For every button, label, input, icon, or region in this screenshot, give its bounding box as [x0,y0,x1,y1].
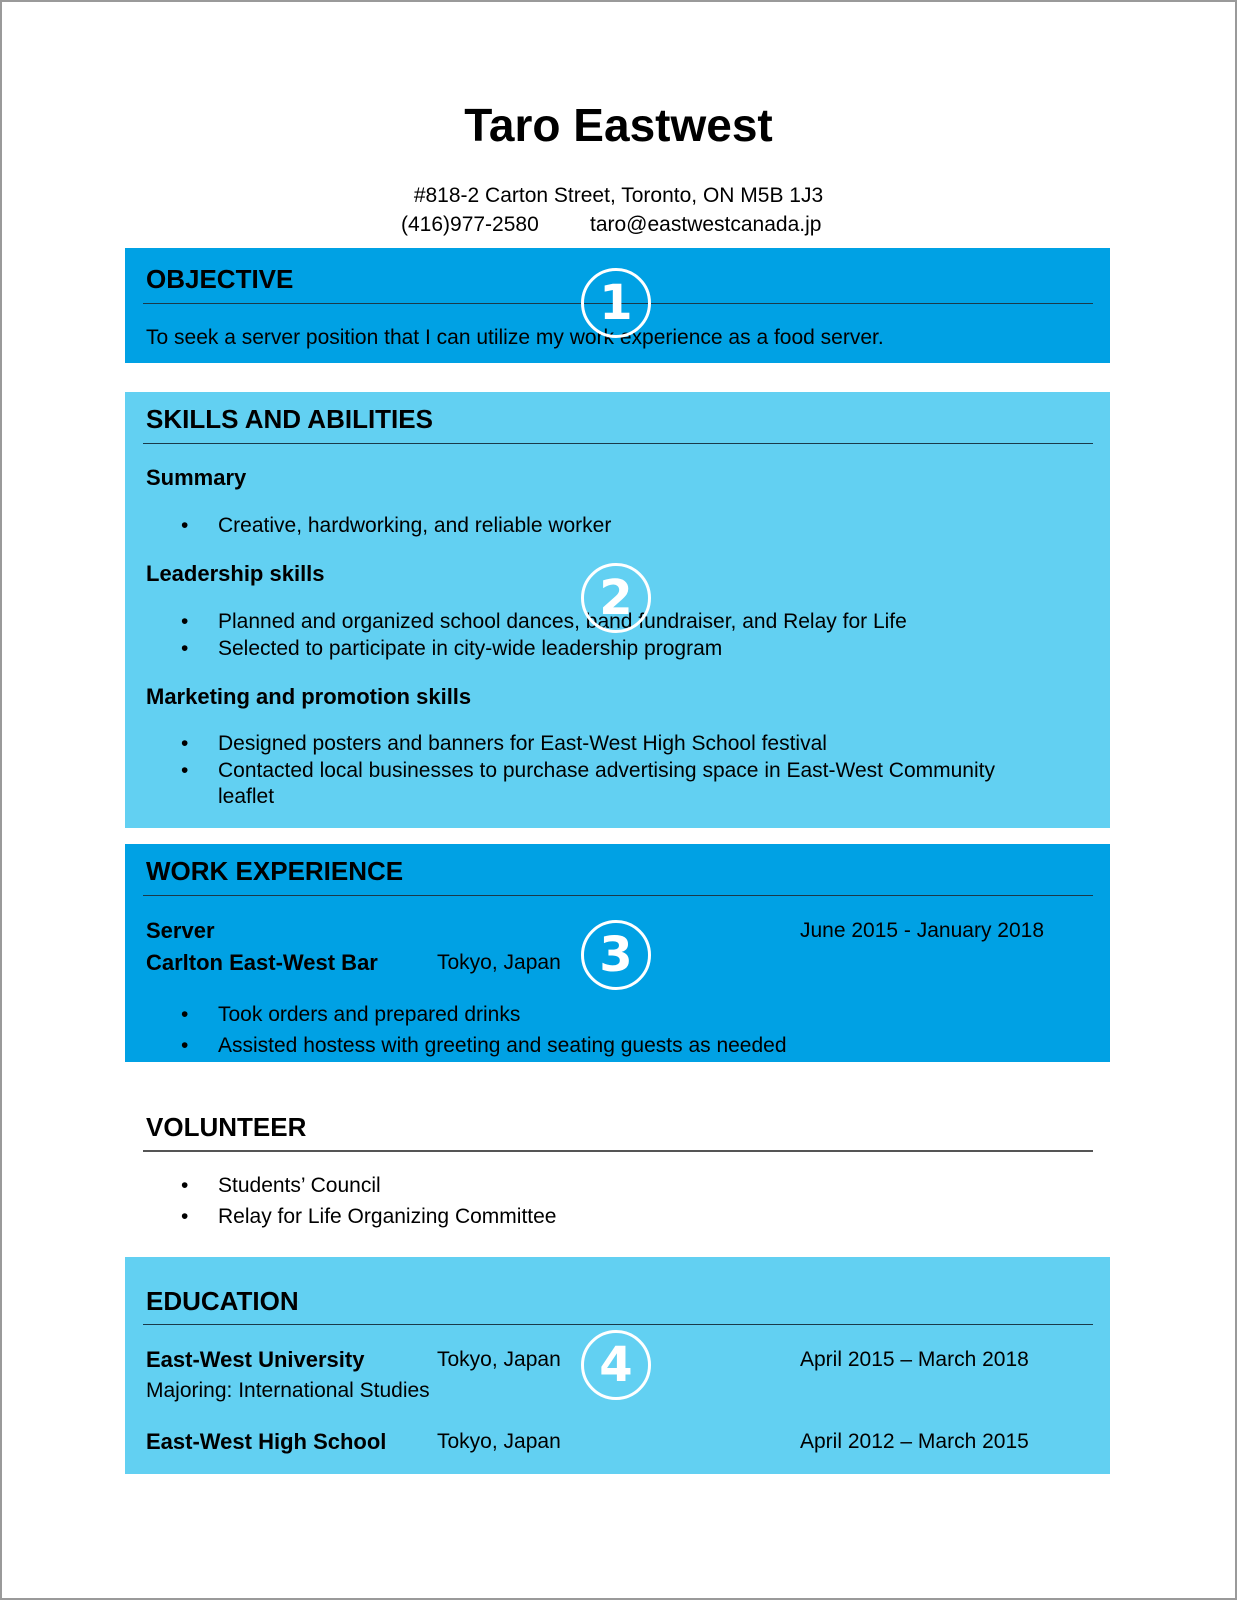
volunteer-item: Students’ Council [218,1174,381,1197]
work-item: Took orders and prepared drinks [218,1003,521,1026]
skills-leadership-heading: Leadership skills [146,561,325,586]
bullet-icon: • [181,732,189,755]
badge-1-icon: 1 [581,268,651,338]
skills-marketing-item: Contacted local businesses to purchase advertising space in East-West Community [218,759,995,782]
volunteer-title: VOLUNTEER [146,1112,307,1142]
skills-divider [143,443,1093,444]
work-employer: Carlton East-West Bar [146,950,378,975]
address: #818-2 Carton Street, Toronto, ON M5B 1J3 [413,184,824,207]
resume-name: Taro Eastwest [464,99,773,151]
bullet-icon: • [181,514,189,537]
school-name: East-West University [146,1347,365,1372]
objective-title: OBJECTIVE [146,264,294,294]
school-name: East-West High School [146,1429,387,1454]
school-location: Tokyo, Japan [437,1430,561,1453]
school-dates: April 2012 – March 2015 [800,1430,1029,1453]
badge-3-icon: 3 [581,920,651,990]
education-divider [143,1324,1093,1325]
skills-leadership-item: Planned and organized school dances, band fundraiser, and Relay for Life [218,610,907,633]
bullet-icon: • [181,1174,189,1197]
skills-title: SKILLS AND ABILITIES [146,404,433,434]
school-detail: Majoring: International Studies [146,1379,430,1402]
work-role: Server [146,918,215,943]
skills-leadership-item: Selected to participate in city-wide leadership program [218,637,723,660]
skills-summary-item: Creative, hardworking, and reliable worker [218,514,612,537]
work-location: Tokyo, Japan [437,951,561,974]
education-title: EDUCATION [146,1286,299,1316]
email: taro@eastwestcanada.jp [590,213,822,236]
bullet-icon: • [181,610,189,633]
bullet-icon: • [181,637,189,660]
bullet-icon: • [181,1205,189,1228]
volunteer-divider [143,1150,1093,1152]
volunteer-item: Relay for Life Organizing Committee [218,1205,557,1228]
school-location: Tokyo, Japan [437,1348,561,1371]
badge-2-icon: 2 [581,563,651,633]
work-item: Assisted hostess with greeting and seating guests as needed [218,1034,787,1057]
bullet-icon: • [181,1003,189,1026]
objective-text: To seek a server position that I can utilize my work experience as a food server. [146,326,884,349]
bullet-icon: • [181,759,189,782]
skills-summary-heading: Summary [146,465,247,490]
work-title: WORK EXPERIENCE [146,856,404,886]
badge-4-icon: 4 [581,1330,651,1400]
work-dates: June 2015 - January 2018 [800,919,1045,942]
phone: (416)977-2580 [401,213,539,236]
skills-marketing-heading: Marketing and promotion skills [146,684,472,709]
skills-marketing-item-continued: leaflet [218,785,275,808]
school-dates: April 2015 – March 2018 [800,1348,1029,1371]
skills-marketing-item: Designed posters and banners for East-West High School festival [218,732,827,755]
work-divider [143,895,1093,896]
bullet-icon: • [181,1034,189,1057]
